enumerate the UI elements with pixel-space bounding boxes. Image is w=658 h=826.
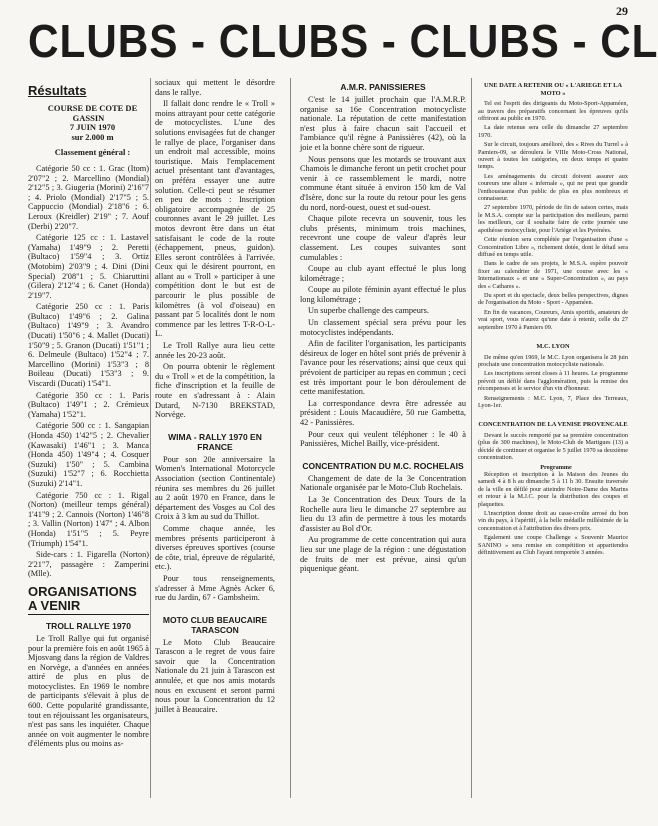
amr-text: Un classement spécial sera prévu pour les motocyclistes indépendants. [300,318,466,337]
result-entry: Catégorie 750 cc : 1. Rigal (Norton) (meilleur temps général) 1'41"9 ; 2. Cannois (Norton) 1'46"8 ; 3. Vallin (Norton) 1'47" ; 4. Albon (Honda) 1'51"5 ; 5. Peyre (Triumph) 1'54"1. [28,490,149,548]
ariege-text: Les aménagements du circuit doivent assurer aux coureurs une allure « infernale », qui ne peut que grandir l'enthousiasme d'un public de plus en plus nombreux et connaisseur. [478,172,628,203]
results-heading: Résultats [28,83,87,98]
venise-heading: CONCENTRATION DE LA VENISE PROVENCALE [478,421,628,429]
venise-text: Réception et inscription à la Maison des Jeunes du samedi 4 à 8 h au dimanche 5 à 11 h 30. Ensuite traversée de la ville en défilé pour atteindre Notre-Dame des Marins et retour à la M.J.C. pour la distribution des coupes et plaquettes. [478,471,628,508]
wima-text: Pour tous renseignements, s'adresser à Mme Agnès Acker 6, rue du Jardin, 67 - Gambsheim. [155,573,275,603]
ariege-text: En fin de vacances, Coureurs, Amis sportifs, amateurs de vrai sport, vous n'aurez qu'une date à retenir, celle du 27 septembre 1970 à Pamiers 09. [478,308,628,331]
column-3 [300,78,466,576]
lyon-text: Renseignements : M.C. Lyon, 7, Place des Terreaux, Lyon-1er. [478,394,628,409]
venise-programme: Programme [540,463,572,471]
ariege-text: Du sport et du spectacle, deux belles perspectives, dignes de l'organisation du Moto - Sport - Appaméen. [478,291,628,307]
page-banner: CLUBS - CLUBS - CLUBS - CL [28,15,658,67]
wima-heading: WIMA - RALLY 1970 EN FRANCE [168,431,262,452]
classement-heading: Classement général : [54,147,131,158]
amr-text: Afin de faciliter l'organisation, les participants désireux de loger en hôtel sont priés de prévenir à l'avance pour les réservations; ainsi que ceux qui prévoient de participer au repas en commun ; ceci est très important pour le bon déroulement de cette manifestation. [300,339,466,397]
ariege-text: 27 septembre 1970, période de fin de saison certes, mais le M.S.A. compte sur la participation des meilleurs, parmi les meilleurs, car il souhaite faire de cette journée une apothéose motocycliste, pour l'Ariège et les Pyrénées. [478,204,628,234]
ariege-heading: UNE DATE A RETENIR OU « L'ARIEGE ET LA MOTO » [484,82,622,97]
lyon-heading: M.C. LYON [536,342,570,350]
column-2 [155,78,275,716]
beaucaire-text: Le Moto Club Beaucaire Tarascon a le regret de vous faire savoir que la Concentration Nationale du 21 juin à Tarascon est annulée, et que nos amis motards nous en excusent et seront parmi nous pour la Concentration du 12 juillet à Beaucaire. [155,637,275,714]
venise-text: Devant le succès remporté par sa première concentration (plus de 300 machines), le Moto-Club de Martigues (13) a décidé de continuer et organise le 5 juillet 1970 sa deuxième concentration. [478,432,628,462]
amr-text: Nous pensons que les motards se trouvant aux Chamois le dimanche feront un petit crochet pour venir à ce rassemblement le mardi, notre commune étant située à environ 150 km de Val d'Isère, donc sur la route du retour pour les gens du nord, nord-ouest, ouest et sud-ouest. [300,154,466,212]
beaucaire-heading: MOTO CLUB BEAUCAIRE TARASCON [162,614,268,635]
amr-heading: A.M.R. PANISSIERES [340,82,426,92]
page-number: 29 [616,4,628,18]
lyon-text: Les inscriptions seront closes à 11 heures. Le programme prévoit un défilé dans l'agglomération, puis la remise des récompenses et le service d'un vin d'honneur. [478,370,628,393]
troll-text-cont: Le Troll Rallye aura lieu cette année les 20-23 août. [155,341,275,360]
amr-text: La correspondance devra être adressée au président : Louis Macaudière, 50 rue Gambetta, 42 - Panissières. [300,398,466,427]
result-entry: Catégorie 125 cc : 1. Lastavel (Yamaha) 1'49"9 ; 2. Peretti (Bultaco) 1'59"4 ; 3. Ortiz (Motobim) 2'03"9 ; 4. Dini (Dini Special) 2'08"1 ; 5. Chiaruttini (Gilera) 2'12"4 ; 6. Canet (Honda) 2'19"7. [28,233,149,300]
lyon-text: De même qu'en 1969, le M.C. Lyon organisera le 28 juin prochain une concentration motocycliste nationale. [478,353,628,368]
rochelais-text: Au programme de cette concentration qui aura lieu sur une plage de la région : une dégustation de fruits de mer est prévue, ainsi qu'un piquenique géant. [300,535,466,574]
event-date: 7 JUIN 1970 [69,122,116,133]
result-entry: Side-cars : 1. Figarella (Norton) 2'21"7, passagère : Zamperini (Mlle). [28,550,149,579]
amr-text: Pour ceux qui veulent téléphoner : le 40 à Panissières, Michel Bailly, vice-président. [300,429,466,449]
troll-text-cont: sociaux qui mettent le désordre dans le rallye. [155,78,275,97]
result-entry: Catégorie 250 cc : 1. Paris (Bultaco) 1'49"6 ; 2. Galina (Bultaco) 1'49"9 ; 3. Avandro (Ducati) 1'50"6 ; 4. Mallet (Ducati) 1'50"9 ; 5. Granon (Ducati) 1'51"1 ; 6. Delmeule (Bultaco) 1'52"4 ; 7. Marcellino (Morini) 1'53"3 ; 8 Boileau (Ducati) 1'53"3 ; 9. Viscardi (Ducati) 1'54"1. [28,302,149,389]
result-entry: Catégorie 50 cc : 1. Grac (Itom) 2'07"2 ; 2. Marcellino (Mondial) 2'12"5 ; 3. Giugeria (Morini) 2'16"7 ; 4. Priolo (Mondial) 2'17"5 ; 5. Cappuccio (Mondial) 2'18"6 ; 6. Leroux (Kreidler) 2'19" ; 7. Aouf (Derbi) 2'20"7. [28,163,149,231]
amr-text: Chaque pilote recevra un souvenir, tous les clubs présents, minimum trois machines, recevront une coupe de valeur d'après leur classement. Les coupes suivantes sont cumulables : [300,214,466,262]
event-title: COURSE DE COTE DE GASSIN [47,103,138,123]
venise-text: Egalement une coupe Challenge « Souvenir Maurice SANINO » sera remise en compétition et appartiendra définitivement au Club l'ayant remportée 3 années. [478,534,628,557]
ariege-text: La date retenue sera celle du dimanche 27 septembre 1970. [478,124,628,139]
result-entry: Catégorie 350 cc : 1. Paris (Bultaco) 1'49"1 ; 2. Crémieux (Yamaha) 1'52"1. [28,390,149,419]
amr-text: Coupe au pilote féminin ayant effectué le plus long kilométrage ; [300,285,466,304]
column-divider [150,78,151,798]
organize-heading: ORGANISATIONS A VENIR [28,585,149,615]
venise-text: L'inscription donne droit au casse-croûte arrosé du bon vin du pays, à l'apéritif, à la belle médaille millésimée de la concentration et à l'attribution des divers prix. [478,510,628,532]
ariege-text: Cette réunion sera complétée par l'organisation d'une « Concentration Libre », richement dotée, dont le détail sera diffusé en temps utile. [478,236,628,258]
troll-text-cont: Il fallait donc rendre le « Troll » moins attrayant pour cette catégorie de motocyclistes. L'une des solutions envisagées fut de changer le rallye de place, l'organiser dans un endroit mal accessible, moins touristique. Mais l'emplacement actuel présentant tant d'avantages, on préféra essayer une autre solution. Celle-ci peut se résumer en peu de mots : Inscription obligatoire accompagnée de 25 couronnes avant le 29 juillet. Les motos devront être dans un état satisfaisant le code de la route (échappement, pneus, guidon). Elles seront contrôlées à l'arrivée. Ceux qui le désirent pourront, en allant au « Troll » participer à une compétition dont le but est de parcourir le plus possible de kilomètres (à vol d'oiseau) en passant par 5 localités dont le nom commence par les lettres T-R-O-L-L. [155,99,275,339]
ariege-text: Dans le cadre de ses projets, le M.S.A. espère pouvoir fixer au calendrier de 1971, une course avec les « Internationaux » et une « Super-Concentration », au pays des « Cathares ». [478,260,628,290]
result-entry: Catégorie 500 cc : 1. Sangapian (Honda 450) 1'42"5 ; 2. Chevalier (Kawasaki) 1'46"1 ; 3. Manca (Honda 450) 1'49"4 ; 4. Cosquer (Suzuki) 1'50" ; 5. Cambina (Suzuki) 1'52"7 ; 6. Rocchietta (Suzuki) 2'14"1. [28,421,149,488]
troll-text-cont: On pourra obtenir le règlement du « Troll » et de la compétition, la fiche d'inscription et la feuille de route en s'adressant à : Alain Dutard, N-7130 BREKSTAD, Norvège. [155,362,275,420]
column-1 [28,78,149,751]
wima-text: Comme chaque année, les membres présents participeront à diverses épreuves sportives (course de côte, trial, épreuve de régularité, etc.). [155,523,275,572]
column-divider [471,78,472,798]
amr-text: C'est le 14 juillet prochain que l'A.M.R.P. organise sa 16e Concentration motocycliste nationale. La réputation de cette manifestation n'est plus à faire chacun sait l'accueil et l'ambiance qu'il règne à Panissières (42), où la joie et la bonne chère sont de rigueur. [300,95,466,152]
column-4 [478,78,628,559]
amr-text: Coupe au club ayant effectué le plus long kilométrage ; [300,264,466,283]
rochelais-text: Changement de date de la 3e Concentration Nationale organisée par le Moto-Club Rochelais. [300,473,466,493]
event-distance: sur 2.000 m [71,131,114,142]
wima-text: Pour son 20e anniversaire la Women's International Motorcycle Association (section Continentale) réunira ses membres du 26 juillet au 2 août 1970 en France, dans le département des Vosges au Col des Croix à 3 km au sud du Thillot. [155,454,275,522]
column-divider [290,78,291,798]
rochelais-heading: CONCENTRATION DU M.C. ROCHELAIS [302,460,464,471]
amr-text: Un superbe challenge des campeurs. [308,306,429,316]
ariege-text: Sur le circuit, toujours amélioré, des « Rives du Turrel » à Pamiers-09, se déroulera le VIIIe Moto-Cross National, ouvert à toutes les catégories, en deux temps et quatre temps. [478,141,628,171]
ariege-text: Tel est l'esprit des dirigeants du Moto-Sport-Appaméen, au travers des préparatifs concernant les épreuves qu'ils offriront au public en 1970. [478,100,628,122]
troll-heading: TROLL RALLYE 1970 [45,620,132,631]
troll-text: Le Troll Rallye qui fut organisé pour la première fois en août 1965 à Mjosvang dans la région de Valdres en Norvège, a d'années en années attiré de plus en plus de motocyclistes. En 1969 le nombre de participants s'élevait à plus de 600. Cette popularité grandissante, tout en réjouissant les organisateurs, n'est pas sans les inquiéter. Chaque année on voit augmenter le nombre d'éléments plus ou moins as- [28,633,149,749]
rochelais-text: La 3e Concentration des Deux Tours de la Rochelle aura lieu le dimanche 27 septembre au lieu du 13 afin de permettre à tous les motards d'assister au Bol d'Or. [300,494,466,533]
